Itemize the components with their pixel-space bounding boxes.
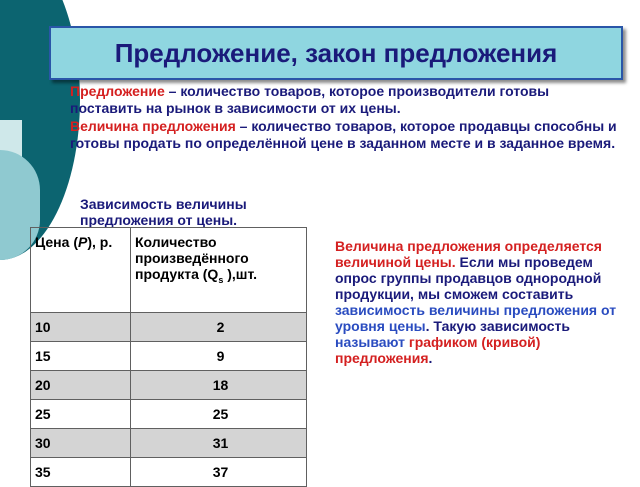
table-row (31, 313, 307, 342)
table-caption: Зависимость величины предложения от цены. (80, 196, 247, 228)
header-price-unit: ), р. (87, 234, 113, 250)
table-row (31, 458, 307, 487)
cell-quantity: 25 (131, 400, 307, 429)
header-price-text: Цена ( (35, 234, 78, 250)
explanation-text: . (428, 350, 433, 366)
explanation-text: . Такую зависимость (425, 318, 571, 334)
header-price-symbol: P (77, 234, 88, 250)
header-quantity-subscript: s (218, 274, 224, 285)
header-quantity-unit: ),шт. (223, 266, 257, 282)
header-price (31, 228, 131, 313)
page-title: Предложение, закон предложения (114, 37, 558, 68)
table-row (31, 429, 307, 458)
cell-quantity: 2 (131, 313, 307, 342)
cell-quantity: 9 (131, 342, 307, 371)
cell-price: 25 (31, 400, 131, 429)
explanation-highlight: графиком (кривой) предложения (335, 334, 541, 366)
explanation-text: Если мы проведем опрос группы продавцов однородной продукции, мы сможем составить (335, 254, 602, 302)
definition-text: – количество товаров, которое производители готовы поставить на рынок в зависимости от их цены. (70, 83, 550, 116)
cell-quantity: 31 (131, 429, 307, 458)
definition-term: Величина предложения (70, 118, 236, 134)
cell-price: 30 (31, 429, 131, 458)
header-quantity-text: Количество произведённого продукта (Q (135, 234, 249, 282)
table-row (31, 400, 307, 429)
cell-price: 35 (31, 458, 131, 487)
explanation-highlight: зависимость величины предложения от уровня цены (335, 302, 617, 334)
title-banner (49, 26, 623, 80)
table-header-row (31, 228, 307, 313)
header-quantity (131, 228, 307, 313)
explanation-highlight: называют (335, 334, 405, 350)
explanation-paragraph (335, 238, 625, 366)
supply-table (30, 227, 307, 487)
table-row (31, 371, 307, 400)
cell-price: 10 (31, 313, 131, 342)
cell-price: 20 (31, 371, 131, 400)
definition-supply-quantity (70, 118, 620, 152)
explanation-highlight: Величина предложения определяется величиной цены. (335, 238, 602, 270)
cell-quantity: 37 (131, 458, 307, 487)
table-row (31, 342, 307, 371)
cell-quantity: 18 (131, 371, 307, 400)
cell-price: 15 (31, 342, 131, 371)
definition-text: – количество товаров, которое продавцы способны и готовы продать по определённой цене в заданном месте и в заданное время. (70, 118, 617, 151)
definition-term: Предложение (70, 83, 165, 99)
definition-supply (70, 83, 620, 117)
